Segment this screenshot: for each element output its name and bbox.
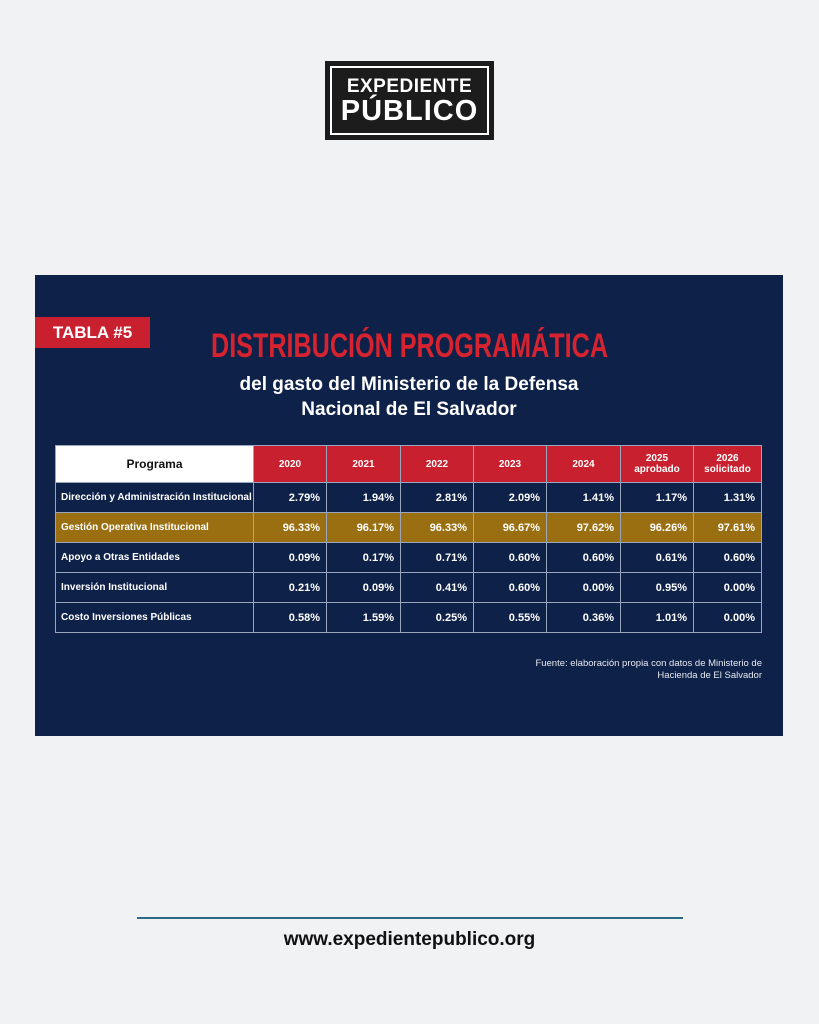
percentage-cell: 1.94% <box>327 483 401 513</box>
percentage-cell: 0.00% <box>547 573 621 603</box>
column-header-year <box>474 446 547 483</box>
percentage-cell: 96.33% <box>254 513 327 543</box>
percentage-cell: 0.36% <box>547 603 621 633</box>
subtitle-line-1: del gasto del Ministerio de la Defensa <box>239 374 579 395</box>
percentage-cell: 0.60% <box>474 573 547 603</box>
percentage-cell: 96.26% <box>621 513 694 543</box>
source-line-2: Hacienda de El Salvador <box>657 670 762 681</box>
table-row <box>56 573 762 603</box>
table-row <box>56 483 762 513</box>
column-header-label: 2023 <box>498 458 522 470</box>
table-row <box>56 603 762 633</box>
percentage-cell: 1.31% <box>694 483 762 513</box>
table-row <box>56 543 762 573</box>
table-number-tag: TABLA #5 <box>35 317 150 348</box>
column-header-label: 2025 <box>645 453 669 464</box>
percentage-cell: 0.60% <box>694 543 762 573</box>
column-header-label: 2024 <box>572 458 595 470</box>
card-title: DISTRIBUCIÓN PROGRAMÁTICA <box>211 327 609 365</box>
table-header-row <box>56 446 762 483</box>
table-body <box>56 483 762 633</box>
percentage-cell: 0.09% <box>327 573 401 603</box>
program-name-cell: Dirección y Administración Institucional <box>56 483 254 513</box>
program-name-cell: Inversión Institucional <box>56 573 254 603</box>
percentage-cell: 0.61% <box>621 543 694 573</box>
column-header-label: Programa <box>126 456 183 471</box>
column-header-programa <box>56 446 254 483</box>
percentage-cell: 0.25% <box>401 603 474 633</box>
card-subtitle <box>35 372 783 422</box>
column-header-label: 2021 <box>352 458 375 470</box>
percentage-cell: 0.09% <box>254 543 327 573</box>
percentage-cell: 1.41% <box>547 483 621 513</box>
program-name-cell: Apoyo a Otras Entidades <box>56 543 254 573</box>
source-line-1: Fuente: elaboración propia con datos de Ministerio de <box>535 658 762 669</box>
column-header-label: 2026 <box>716 453 739 464</box>
column-header-year <box>547 446 621 483</box>
percentage-cell: 0.60% <box>474 543 547 573</box>
percentage-cell: 0.71% <box>401 543 474 573</box>
program-name-cell: Costo Inversiones Públicas <box>56 603 254 633</box>
percentage-cell: 0.00% <box>694 603 762 633</box>
logo-line-1: EXPEDIENTE <box>346 76 473 97</box>
percentage-cell: 0.00% <box>694 573 762 603</box>
percentage-cell: 1.17% <box>621 483 694 513</box>
source-note <box>442 658 762 682</box>
percentage-cell: 2.79% <box>254 483 327 513</box>
column-header-sublabel: aprobado <box>634 464 680 475</box>
percentage-cell: 2.81% <box>401 483 474 513</box>
percentage-cell: 0.60% <box>547 543 621 573</box>
column-header-label: 2022 <box>425 458 449 470</box>
column-header-year <box>621 446 694 483</box>
percentage-cell: 0.17% <box>327 543 401 573</box>
percentage-cell: 1.01% <box>621 603 694 633</box>
percentage-cell: 1.59% <box>327 603 401 633</box>
percentage-cell: 0.55% <box>474 603 547 633</box>
footer-url[interactable]: www.expedientepublico.org <box>283 929 536 950</box>
column-header-sublabel: solicitado <box>704 464 751 475</box>
percentage-cell: 0.41% <box>401 573 474 603</box>
column-header-year <box>327 446 401 483</box>
subtitle-line-2: Nacional de El Salvador <box>301 399 517 420</box>
column-header-label: 2020 <box>278 458 302 470</box>
column-header-year <box>694 446 762 483</box>
percentage-cell: 97.61% <box>694 513 762 543</box>
table-card <box>35 275 783 736</box>
percentage-cell: 96.67% <box>474 513 547 543</box>
column-header-year <box>254 446 327 483</box>
percentage-cell: 0.58% <box>254 603 327 633</box>
expediente-publico-logo <box>325 61 494 140</box>
column-header-year <box>401 446 474 483</box>
percentage-cell: 96.33% <box>401 513 474 543</box>
program-name-cell: Gestión Operativa Institucional <box>56 513 254 543</box>
percentage-cell: 0.95% <box>621 573 694 603</box>
percentage-cell: 96.17% <box>327 513 401 543</box>
percentage-cell: 97.62% <box>547 513 621 543</box>
table-row <box>56 513 762 543</box>
budget-distribution-table <box>55 445 762 633</box>
footer-divider <box>137 917 683 919</box>
logo-line-2: PÚBLICO <box>340 95 479 127</box>
percentage-cell: 2.09% <box>474 483 547 513</box>
percentage-cell: 0.21% <box>254 573 327 603</box>
